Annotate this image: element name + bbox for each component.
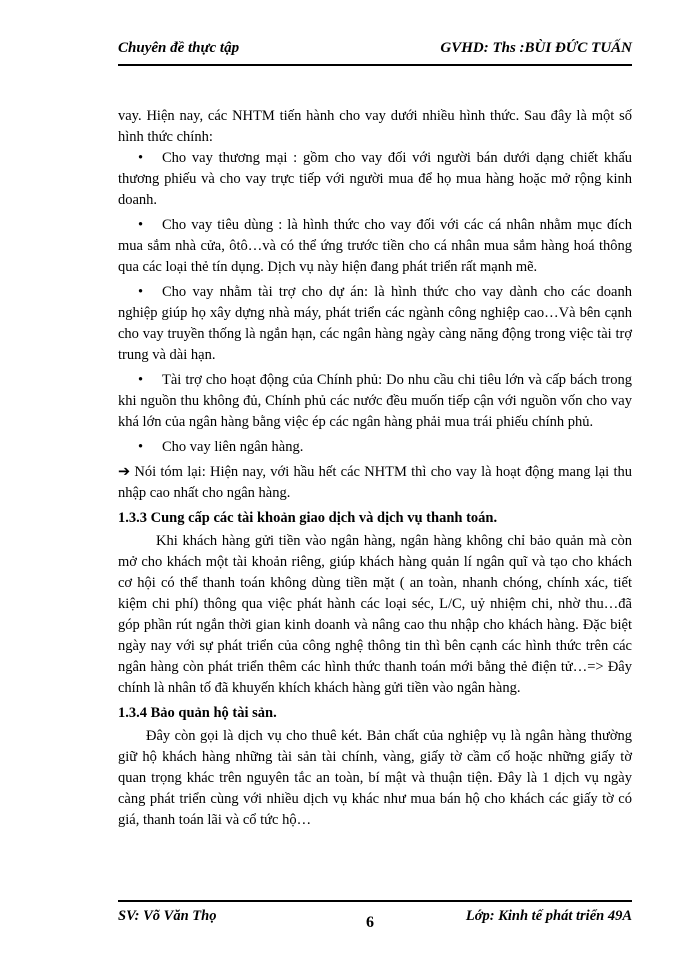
bullet-text: Cho vay liên ngân hàng. [162, 439, 304, 455]
bullet-icon: • [138, 150, 144, 166]
bullet-icon: • [138, 284, 144, 300]
bullet-icon: • [138, 217, 144, 233]
section-body-133: Khi khách hàng gửi tiền vào ngân hàng, ngân hàng không chỉ bảo quản mà còn mở cho khách một tài khoản riêng, giúp khách hàng quản lí ngân quĩ và tạo cho khách cơ hội có thể thanh toán không dùng tiền mặt ( an toàn, nhanh chóng, chính xác, tiết kiệm chi phí) thông qua việc phát hành các loại séc, L/C, uỷ nhiệm chi, nhờ thu…đã góp phần rút ngắn thời gian kinh doanh và nâng cao thu nhập cho khách hàng. Đặc biệt ngày nay với sự phát triển của công nghệ thông tin thì bên cạnh các hình thức trên các ngân hàng còn phát triển thêm các hình thức thanh toán mới bằng thẻ điện tử…=> Đây chính là nhân tố đã khuyến khích khách hàng gửi tiền vào ngân hàng. [118, 533, 632, 696]
page-header [118, 36, 632, 66]
bullet-text: Cho vay thương mại : gồm cho vay đối với người bán dưới dạng chiết khấu thương phiếu và cho vay trực tiếp với người mua để họ mua hàng hoặc mở rộng kinh doanh. [118, 150, 632, 208]
bullet-text: Tài trợ cho hoạt động của Chính phủ: Do nhu cầu chi tiêu lớn và cấp bách trong khi nguồn thu không đủ, Chính phủ các nước đều muốn tiếp cận với nguồn vốn cho vay khá lớn của ngân hàng bằng việc ép các ngân hàng phải mua trái phiếu chính phủ. [118, 372, 632, 430]
page-content [118, 106, 632, 831]
summary-text: Nói tóm lại: Hiện nay, với hầu hết các NHTM thì cho vay là hoạt động mang lại thu nhập cao nhất cho ngân hàng. [118, 464, 632, 501]
list-item [118, 370, 632, 433]
list-item [118, 148, 632, 211]
list-item [118, 282, 632, 366]
section-body-134: Đây còn gọi là dịch vụ cho thuê két. Bản chất của nghiệp vụ là ngân hàng thường giữ hộ khách hàng những tài sản tài chính, vàng, giấy tờ cầm cố hoặc những giấy tờ quan trọng khác trên nguyên tắc an toàn, bí mật và thuận tiện. Đây là 1 dịch vụ ngày càng phát triển cùng với nhiều dịch vụ khác như mua bán hộ cho khách các giấy tờ có giá, thanh toán lãi và cổ tức hộ… [118, 728, 632, 828]
section-heading-133: 1.3.3 Cung cấp các tài khoản giao dịch và dịch vụ thanh toán. [118, 510, 498, 526]
list-item [118, 215, 632, 278]
bullet-icon: • [138, 372, 144, 388]
page-footer [118, 900, 632, 942]
section-heading-134: 1.3.4 Bảo quản hộ tài sản. [118, 705, 277, 721]
summary-paragraph [118, 462, 632, 504]
footer-class: Lớp: Kinh tế phát triển 49A [465, 908, 632, 924]
footer-student: SV: Võ Văn Thọ [118, 908, 217, 924]
bullet-text: Cho vay nhằm tài trợ cho dự án: là hình thức cho vay dành cho các doanh nghiệp giúp họ xây dựng nhà máy, phát triển các ngành công nghiệp cao…Và bên cạnh cho vay truyền thống là ngắn hạn, các ngân hàng ngày càng năng động trong việc tài trợ trung và dài hạn. [118, 284, 632, 363]
header-left: Chuyên đề thực tập [118, 40, 240, 56]
bullet-text: Cho vay tiêu dùng : là hình thức cho vay đối với các cá nhân nhằm mục đích mua sắm nhà cửa, ôtô…và có thể ứng trước tiền cho cá nhân mua sắm hàng hoá thông qua các loại thẻ tín dụng. Dịch vụ này hiện đang phát triển rất mạnh mẽ. [118, 217, 632, 275]
page-number: 6 [366, 914, 374, 931]
bullet-icon: • [138, 439, 144, 455]
arrow-icon: ➔ [118, 464, 131, 480]
header-right: GVHD: Ths :BÙI ĐỨC TUẤN [440, 40, 632, 56]
list-item [118, 437, 632, 458]
intro-paragraph: vay. Hiện nay, các NHTM tiến hành cho vay dưới nhiều hình thức. Sau đây là một số hình thức chính: [118, 108, 632, 145]
